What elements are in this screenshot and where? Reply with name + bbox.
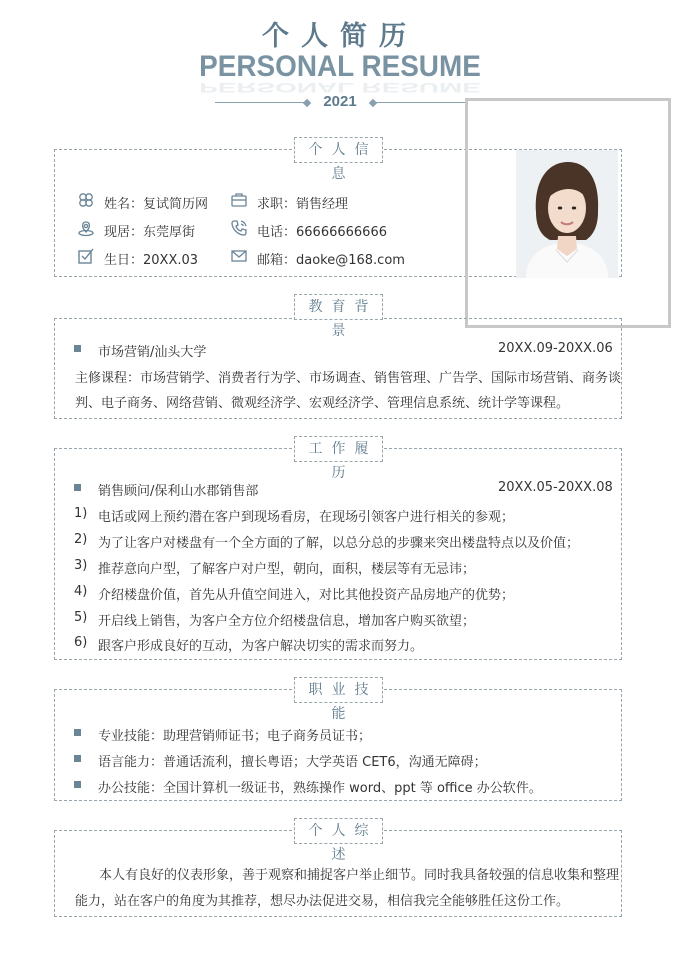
title-cn: 个人简历 — [262, 21, 418, 52]
work-item-text: 推荐意向户型，了解客户对户型，朝向，面积，楼层等有无忌讳； — [98, 562, 476, 577]
work-item-text: 为了让客户对楼盘有一个全方面的了解，以总分总的步骤来突出楼盘特点以及价值； — [98, 536, 580, 551]
skills-section-title: 职业技能 — [294, 677, 383, 703]
phone-icon — [230, 219, 248, 237]
work-item-number: 1) — [74, 506, 88, 521]
personal-phone: 电话：66666666666 — [257, 225, 387, 240]
work-section-title: 工作履历 — [294, 436, 383, 462]
title-en: PERSONAL RESUME — [199, 50, 481, 83]
personal-email: 邮箱：daoke@168.com — [257, 253, 405, 268]
work-position: 销售顾问/保利山水郡销售部 — [98, 484, 259, 499]
bullet-square — [74, 345, 81, 352]
skill-item: 办公技能：全国计算机一级证书，熟练操作 word、ppt 等 office 办公软件。 — [98, 781, 542, 796]
briefcase-icon — [230, 191, 248, 209]
summary-section-title: 个人综述 — [294, 818, 383, 844]
personal-residence: 现居：东莞厚街 — [104, 225, 196, 240]
summary-line2: 能力，站在客户的角度为其推荐，想尽办法促进交易，相信我完全能够胜任这份工作。 — [75, 894, 570, 909]
education-period: 20XX.09-20XX.06 — [498, 341, 613, 356]
mail-icon — [230, 247, 248, 265]
work-item-text: 电话或网上预约潜在客户到现场看房，在现场引领客户进行相关的参观； — [98, 510, 515, 525]
summary-line1: 本人有良好的仪表形象，善于观察和捕捉客户举止细节。同时我具备较强的信息收集和整理 — [99, 868, 620, 883]
work-item-number: 3) — [74, 558, 88, 573]
education-school: 市场营销/汕头大学 — [98, 345, 207, 360]
personal-birth: 生日：20XX.03 — [104, 253, 199, 268]
work-item-number: 2) — [74, 532, 88, 547]
year-label: 2021 — [323, 93, 357, 110]
profile-photo — [516, 150, 618, 278]
skill-item: 专业技能：助理营销师证书；电子商务员证书； — [98, 729, 372, 744]
clover-icon — [77, 191, 95, 209]
work-item-number: 4) — [74, 584, 88, 599]
title-en-reflection: PERSONAL RESUME — [199, 79, 481, 95]
education-courses-line2: 判、电子商务、网络营销、微观经济学、宏观经济学、管理信息系统、统计学等课程。 — [75, 396, 570, 411]
personal-section-title: 个人信息 — [294, 137, 383, 163]
skill-item: 语言能力：普通话流利，擅长粤语；大学英语 CET6，沟通无障碍； — [98, 755, 487, 770]
location-icon — [77, 219, 95, 237]
work-item-text: 跟客户形成良好的互动，为客户解决切实的需求而努力。 — [98, 639, 424, 654]
checkbox-icon — [77, 247, 95, 265]
personal-job: 求职：销售经理 — [257, 197, 349, 212]
bullet-square — [74, 755, 81, 762]
work-item-text: 介绍楼盘价值，首先从升值空间进入，对比其他投资产品房地产的优势； — [98, 588, 515, 603]
work-item-number: 6) — [74, 635, 88, 650]
bullet-square — [74, 729, 81, 736]
education-section-title: 教育背景 — [294, 294, 383, 320]
work-period: 20XX.05-20XX.08 — [498, 480, 613, 495]
year-line-right — [376, 102, 466, 103]
personal-name: 姓名：复试简历网 — [104, 197, 209, 212]
education-courses-line1: 主修课程：市场营销学、消费者行为学、市场调查、销售管理、广告学、国际市场营销、商务谈 — [75, 371, 622, 386]
bullet-square — [74, 484, 81, 491]
year-diamond-right — [369, 99, 377, 107]
work-item-text: 开启线上销售，为客户全方位介绍楼盘信息，增加客户购买欲望； — [98, 614, 476, 629]
bullet-square — [74, 781, 81, 788]
work-item-number: 5) — [74, 610, 88, 625]
year-line-left — [215, 102, 310, 103]
